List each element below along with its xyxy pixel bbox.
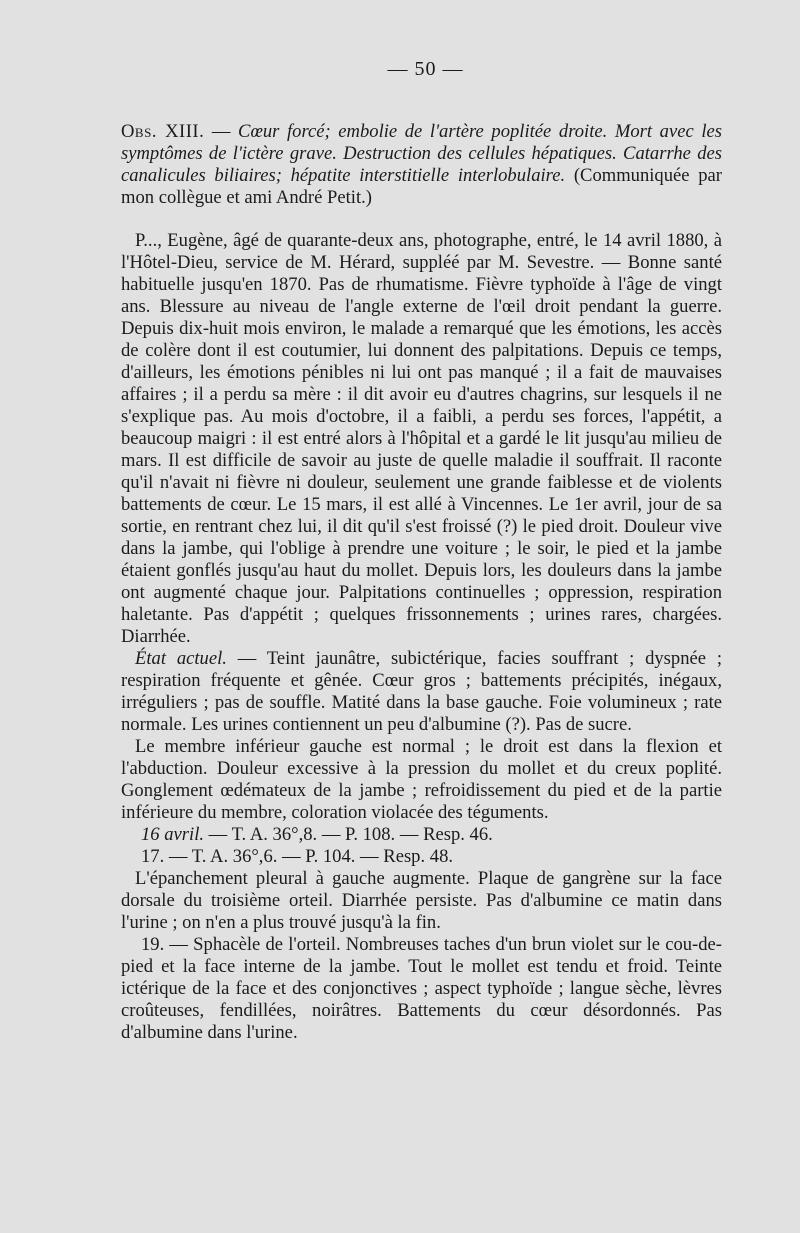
paragraph-etat-actuel	[121, 648, 722, 736]
paragraph-membre-inferieur	[121, 736, 722, 824]
paragraph-text: 19. — Sphacèle de l'orteil. Nombreuses taches d'un brun violet sur le cou-de-pied et la face interne de la jambe. Tout le mollet est tendu et froid. Teinte ictérique de la face et des conjonctives ; aspect typhoïde ; langue sèche, lèvres croûteuses, fendillées, noirâtres. Battements du cœur désordonnés. Pas d'albumine dans l'urine.	[121, 934, 722, 1043]
observation-title: Cœur forcé; embolie de l'artère poplitée droite. Mort avec les symptômes de l'ictère grave. Destruction des cellules hépatiques. Catarrhe des canalicules biliaires; hépatite interstitielle interlobulaire.	[121, 121, 722, 186]
paragraph-text: L'épanchement pleural à gauche augmente. Plaque de gangrène sur la face dorsale du troisième orteil. Diarrhée persiste. Pas d'albumine ce matin dans l'urine ; on n'en a plus trouvé jusqu'à la fin.	[121, 868, 722, 933]
observation-communication: (Communiquée par mon collègue et ami André Petit.)	[121, 165, 722, 208]
observation-heading	[121, 121, 722, 209]
paragraph-text: — T. A. 36°,8. — P. 108. — Resp. 46.	[204, 824, 493, 845]
paragraph-lead: État actuel.	[135, 648, 227, 669]
paragraph-lead: 16 avril.	[141, 824, 205, 845]
paragraph-text: 17. — T. A. 36°,6. — P. 104. — Resp. 48.	[141, 846, 454, 867]
paragraph-text: Le membre inférieur gauche est normal ; le droit est dans la flexion et l'abduction. Douleur excessive à la pression du mollet et du creux poplité. Gonglement œdémateux de la jambe ; refroidissement du pied et de la partie inférieure du membre, coloration violacée des téguments.	[121, 736, 722, 823]
paragraph-day-17	[121, 846, 722, 868]
paragraph-text: — Teint jaunâtre, subictérique, facies souffrant ; dyspnée ; respiration fréquente et gênée. Cœur gros ; battements précipités, inégaux, irréguliers ; pas de souffle. Matité dans la base gauche. Foie volumineux ; rate normale. Les urines contiennent un peu d'albumine (?). Pas de sucre.	[121, 648, 722, 735]
page-number: — 50 —	[387, 58, 464, 80]
heading-dash: —	[204, 121, 239, 142]
paragraph-history	[121, 230, 722, 648]
paragraph-day-19	[121, 934, 722, 1044]
paragraph-day-16	[121, 824, 722, 846]
paragraph-text: P..., Eugène, âgé de quarante-deux ans, photographe, entré, le 14 avril 1880, à l'Hôtel-Dieu, service de M. Hérard, suppléé par M. Sevestre. — Bonne santé habituelle jusqu'en 1870. Pas de rhumatisme. Fièvre typhoïde à l'âge de vingt ans. Blessure au niveau de l'angle externe de l'œil droit pendant la guerre. Depuis dix-huit mois environ, le malade a remarqué que les émotions, les accès de colère dont il est coutumier, lui donnent des palpitations. Depuis ce temps, d'ailleurs, les émotions pénibles ni lui ont pas manqué ; il a fait de mauvaises affaires ; il a perdu sa mère : il dit avoir eu d'autres chagrins, sur lesquels il ne s'explique pas. Au mois d'octobre, il a faibli, a perdu ses forces, l'appétit, a beaucoup maigri : il est entré alors à l'hôpital et a gardé le lit jusqu'au milieu de mars. Il est difficile de savoir au juste de quelle maladie il souffrait. Il raconte qu'il n'avait ni fièvre ni douleur, seulement une grande faiblesse et de violents battements de cœur. Le 15 mars, il est allé à Vincennes. Le 1er avril, jour de sa sortie, en rentrant chez lui, il dit qu'il s'est froissé (?) le pied droit. Douleur vive dans la jambe, qui l'oblige à prendre une voiture ; le soir, le pied et la jambe étaient gonflés jusqu'au haut du mollet. Depuis lors, les douleurs dans la jambe ont augmenté chaque jour. Palpitations continuelles ; oppression, respiration haletante. Pas d'appétit ; quelques frissonnements ; urines rares, chargées. Diarrhée.	[121, 230, 722, 647]
observation-label: Obs. XIII.	[121, 121, 205, 142]
paragraph-epanchement	[121, 868, 722, 934]
